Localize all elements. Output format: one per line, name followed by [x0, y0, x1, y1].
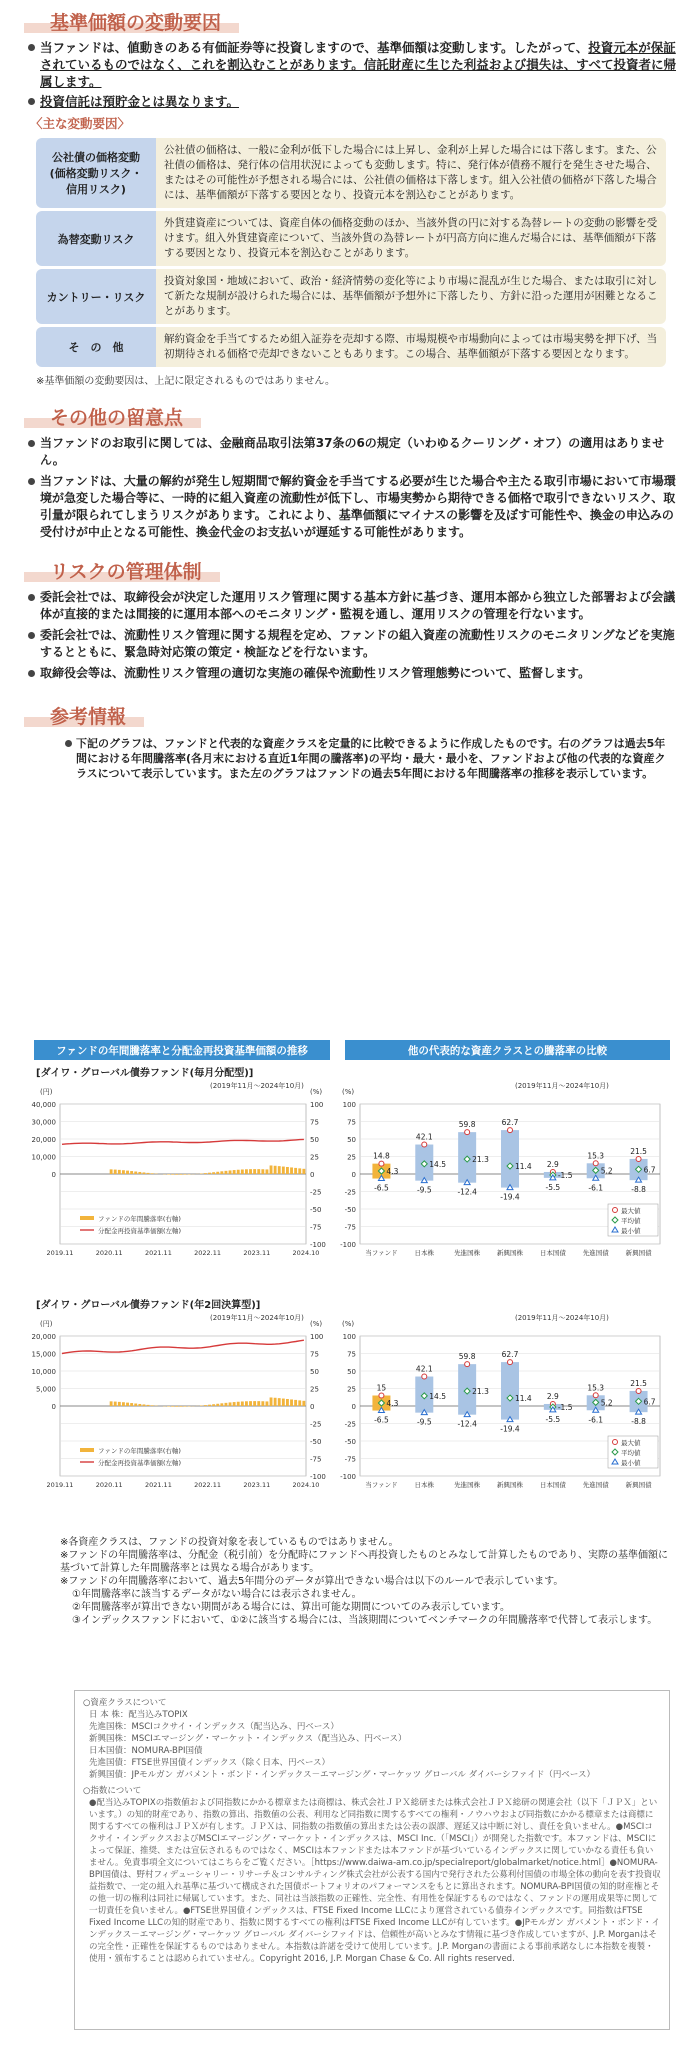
x-tick-label: 2019.11 — [47, 1249, 74, 1257]
note-4: ①年間騰落率に該当するデータがない場合には表示されません。 — [60, 1588, 670, 1601]
left-tick-label: 30,000 — [32, 1119, 57, 1127]
y-tick-label: 75 — [347, 1119, 356, 1127]
avg-label: 5.2 — [601, 1166, 613, 1175]
max-label: 42.1 — [416, 1133, 433, 1142]
min-label: -12.4 — [457, 1188, 477, 1197]
max-marker — [465, 1130, 470, 1135]
right-chart-period: (2019年11月～2024年10月) — [515, 1313, 609, 1322]
y-tick-label: 50 — [347, 1136, 356, 1144]
risk-row-fx: 為替変動リスク 外貨建資産については、資産自体の価格変動のほか、当該外貨の円に対する為替レートの変動の影響を受けます。組入外貨建資産について、当該外貨の為替レートが円高方向に進んだ場合には、基準価額が下落する要因となり、投資元本を割込むことがあります。 — [36, 211, 666, 266]
note-3: ※ファンドの年間騰落率において、過去5年間分のデータが算出できない場合は以下のルールで表示しています。 — [60, 1575, 670, 1588]
left-tick-label: 20,000 — [32, 1136, 57, 1144]
return-bar — [212, 1404, 215, 1406]
return-bar — [220, 1403, 223, 1406]
risk-row-bond: 公社債の価格変動 (価格変動リスク・ 信用リスク) 公社債の価格は、一般に金利が低下した場合には上昇し、金利が上昇した場合には下落します。また、公社債の価格は、発行体の信用状況によっても変動します。特に、発行体が債務不履行を発生させた場合、またはその可能性が予想される場合には、公社債の価格は下落します。組入公社債の価格が下落した場合には、基準価額が下落する要因となり、投資元本を割込むことがあります。 — [36, 138, 666, 208]
return-bar — [233, 1402, 236, 1406]
x-tick-label: 2020.11 — [96, 1481, 123, 1489]
return-bar — [208, 1173, 211, 1174]
y-tick-label: 25 — [347, 1154, 356, 1162]
return-bar — [134, 1404, 137, 1406]
min-label: -9.5 — [417, 1186, 432, 1195]
avg-label: 5.2 — [601, 1398, 613, 1407]
left-tick-label: 5,000 — [36, 1386, 56, 1394]
x-tick-label: 2023.11 — [243, 1249, 270, 1257]
category-label: 先進国株 — [454, 1248, 481, 1257]
section-title-volatility: 基準価額の変動要因 — [24, 6, 700, 36]
reference-intro: 下記のグラフは、ファンドと代表的な資産クラスを定量的に比較できるように作成したものです。右のグラフは過去5年間における年間騰落率(各月末における直近1年間の騰落率)の平均・最大・最小を、ファンドおよび他の代表的な資産クラスについて表示しています。また左のグラフはファンドの過去5年間における年間騰落率の推移を表示しています。 — [76, 736, 672, 781]
category-label: 先進国株 — [454, 1480, 481, 1489]
min-label: -5.5 — [546, 1183, 561, 1192]
right-tick-label: 75 — [310, 1119, 319, 1127]
return-bar — [294, 1168, 297, 1174]
y-tick-label: -50 — [345, 1206, 356, 1214]
max-label: 15.3 — [587, 1383, 604, 1392]
note-2: ※ファンドの年間騰落率は、分配金（税引前）を分配時にファンドへ再投資したものとみなして計算したものであり、実際の基準価額に基づいて計算した年間騰落率とは異なる場合があります。 — [60, 1549, 670, 1575]
nav-line — [62, 1340, 304, 1353]
right-tick-label: 75 — [310, 1351, 319, 1359]
return-bar — [241, 1169, 244, 1174]
max-label: 21.5 — [630, 1379, 647, 1388]
section-title-other: その他の留意点 — [24, 401, 700, 431]
return-bar — [302, 1169, 305, 1174]
legend-bar-swatch — [80, 1216, 94, 1220]
right-tick-label: 0 — [310, 1403, 314, 1411]
bullet-volatility-2: 投資信託は預貯金とは異なります。 — [40, 93, 682, 110]
return-bar — [212, 1172, 215, 1174]
right-axis-unit: (%) — [310, 1088, 322, 1096]
avg-label: 21.3 — [472, 1387, 489, 1396]
bullet-mgmt-2: 委託会社では、流動性リスク管理に関する規程を定め、ファンドの組入資産の流動性リスクのモニタリングなどを実施するとともに、緊急時対応策の策定・検証などを行ないます。 — [40, 627, 682, 661]
y-tick-label: 0 — [352, 1171, 356, 1179]
return-bar — [184, 1174, 187, 1175]
legend-max-label: 最大値 — [621, 1438, 641, 1447]
min-label: -9.5 — [417, 1418, 432, 1427]
return-bar — [138, 1172, 141, 1174]
min-label: -8.8 — [631, 1185, 646, 1194]
max-label: 62.7 — [502, 1350, 519, 1359]
min-label: -8.8 — [631, 1417, 646, 1426]
right-tick-label: -25 — [310, 1189, 321, 1197]
return-bar — [290, 1167, 293, 1174]
legend-bar-label: ファンドの年間騰落率(右軸) — [98, 1214, 181, 1223]
return-bar — [175, 1174, 178, 1175]
left-tick-label: 0 — [52, 1171, 56, 1179]
right-chart-unit: (%) — [342, 1320, 354, 1328]
note-1: ※各資産クラスは、ファンドの投資対象を表しているものではありません。 — [60, 1536, 670, 1549]
bullet-other-1: 当ファンドのお取引に関しては、金融商品取引法第37条の6の規定（いわゆるクーリング・オフ）の適用はありません。 — [40, 435, 682, 469]
return-bar — [143, 1172, 146, 1174]
return-bar — [249, 1401, 252, 1406]
right-tick-label: 50 — [310, 1368, 319, 1376]
return-bar — [110, 1169, 113, 1174]
return-bar — [237, 1170, 240, 1174]
y-tick-label: 25 — [347, 1386, 356, 1394]
risk-row-country: カントリー・リスク 投資対象国・地域において、政治・経済情勢の変化等により市場に混乱が生じた場合、または取引に対して新たな規制が設けられた場合には、基準価額が予想外に下落したり、方針に沿った運用が困難となることがあります。 — [36, 269, 666, 324]
left-chart-period: (2019年11月～2024年10月) — [210, 1081, 304, 1090]
left-tick-label: 15,000 — [32, 1351, 57, 1359]
legend-max-label: 最大値 — [621, 1206, 641, 1215]
bullet-volatility-1: 当ファンドは、値動きのある有価証券等に投資しますので、基準価額は変動します。したがって、投資元本が保証されているものではなく、これを割込むことがあります。信託財産に生じた利益および損失は、すべて投資者に帰属します。 — [40, 39, 682, 90]
y-tick-label: 100 — [343, 1333, 356, 1341]
return-bar — [138, 1404, 141, 1406]
return-bar — [298, 1400, 301, 1406]
right-tick-label: 25 — [310, 1386, 319, 1394]
return-bar — [179, 1406, 182, 1407]
bullet-mgmt-3: 取締役会等は、流動性リスク管理の適切な実施の確保や流動性リスク管理態勢について、監督します。 — [40, 665, 682, 682]
avg-label: 4.3 — [386, 1399, 398, 1408]
return-bar — [122, 1170, 125, 1174]
return-bar — [110, 1401, 113, 1406]
max-label: 14.8 — [373, 1152, 390, 1161]
min-label: -12.4 — [457, 1420, 477, 1429]
return-bar — [266, 1401, 269, 1406]
avg-label: 6.7 — [644, 1397, 656, 1406]
y-tick-label: 50 — [347, 1368, 356, 1376]
x-tick-label: 2022.11 — [194, 1481, 221, 1489]
return-bar — [225, 1403, 228, 1406]
y-tick-label: -50 — [345, 1438, 356, 1446]
return-bar — [208, 1405, 211, 1406]
return-bar — [225, 1171, 228, 1174]
return-bar — [245, 1169, 248, 1174]
max-marker — [465, 1362, 470, 1367]
y-tick-label: 0 — [352, 1403, 356, 1411]
right-tick-label: -100 — [310, 1473, 326, 1481]
avg-label: -1.5 — [558, 1403, 573, 1412]
y-tick-label: -75 — [345, 1224, 356, 1232]
return-bar — [175, 1406, 178, 1407]
max-marker — [636, 1156, 641, 1161]
min-label: -6.5 — [374, 1416, 389, 1425]
return-bar — [229, 1402, 232, 1406]
left-tick-label: 40,000 — [32, 1101, 57, 1109]
return-bar — [237, 1402, 240, 1406]
return-bar — [266, 1169, 269, 1174]
y-tick-label: -25 — [345, 1189, 356, 1197]
return-bar — [282, 1399, 285, 1406]
legend-min-label: 最小値 — [621, 1458, 641, 1467]
charts-svg — [0, 1064, 700, 1532]
return-bar — [257, 1169, 260, 1174]
min-label: -6.5 — [374, 1184, 389, 1193]
y-tick-label: 100 — [343, 1101, 356, 1109]
return-bar — [134, 1172, 137, 1174]
return-bar — [298, 1168, 301, 1174]
avg-label: 14.5 — [429, 1392, 446, 1401]
return-bar — [122, 1402, 125, 1406]
return-bar — [114, 1170, 117, 1174]
max-marker — [422, 1374, 427, 1379]
main-factors-heading: 〈主な変動要因〉 — [30, 114, 700, 132]
return-bar — [130, 1171, 133, 1174]
x-tick-label: 2019.11 — [47, 1481, 74, 1489]
avg-label: 4.3 — [386, 1167, 398, 1176]
max-marker — [379, 1161, 384, 1166]
return-bar — [278, 1398, 281, 1406]
y-tick-label: 75 — [347, 1351, 356, 1359]
legend-max-marker — [613, 1208, 618, 1213]
left-axis-unit: (円) — [40, 1320, 53, 1328]
risk-row-other: そ の 他 解約資金を手当てするため組入証券を売却する際、市場規模や市場動向によっては市場実勢を押下げ、当初期待される価格で売却できないこともあります。この場合、基準価額が下落する要因となります。 — [36, 327, 666, 367]
avg-label: 11.4 — [515, 1394, 532, 1403]
left-tick-label: 10,000 — [32, 1154, 57, 1162]
header-right-chart: 他の代表的な資産クラスとの騰落率の比較 — [345, 1040, 670, 1060]
page — [0, 6, 700, 2046]
right-tick-label: -50 — [310, 1206, 321, 1214]
risk-table — [36, 135, 666, 370]
return-bar — [130, 1403, 133, 1406]
right-tick-label: -50 — [310, 1438, 321, 1446]
right-chart-period: (2019年11月～2024年10月) — [515, 1081, 609, 1090]
avg-label: 14.5 — [429, 1160, 446, 1169]
header-left-chart: ファンドの年間騰落率と分配金再投資基準価額の推移 — [34, 1040, 330, 1060]
return-bar — [179, 1174, 182, 1175]
legend-line-label: 分配金再投資基準価額(左軸) — [98, 1226, 181, 1235]
return-bar — [261, 1401, 264, 1406]
note-6: ③インデックスファンドにおいて、①②に該当する場合には、当該期間についてベンチマークの年間騰落率で代替して表示します。 — [60, 1614, 670, 1627]
return-bar — [302, 1401, 305, 1406]
max-marker — [593, 1393, 598, 1398]
left-chart-period: (2019年11月～2024年10月) — [210, 1313, 304, 1322]
right-tick-label: 100 — [310, 1101, 323, 1109]
return-bar — [294, 1400, 297, 1406]
right-tick-label: 25 — [310, 1154, 319, 1162]
return-bar — [245, 1401, 248, 1406]
max-label: 15 — [377, 1384, 387, 1393]
max-label: 15.3 — [587, 1151, 604, 1160]
right-tick-label: -100 — [310, 1241, 326, 1249]
category-label: 日本株 — [415, 1480, 435, 1489]
return-bar — [118, 1170, 121, 1174]
return-bar — [151, 1405, 154, 1406]
left-tick-label: 0 — [52, 1403, 56, 1411]
right-chart-unit: (%) — [342, 1088, 354, 1096]
y-tick-label: -100 — [340, 1241, 356, 1249]
return-bar — [290, 1399, 293, 1406]
category-label: 新興国株 — [497, 1248, 524, 1257]
category-label: 先進国債 — [583, 1480, 610, 1489]
x-tick-label: 2024.10 — [293, 1481, 320, 1489]
category-label: 新興国株 — [497, 1480, 524, 1489]
return-bar — [241, 1401, 244, 1406]
min-label: -5.5 — [546, 1415, 561, 1424]
avg-label: -1.5 — [558, 1171, 573, 1180]
legend-avg-label: 平均値 — [621, 1448, 641, 1457]
max-marker — [422, 1142, 427, 1147]
legend-min-label: 最小値 — [621, 1226, 641, 1235]
max-marker — [508, 1360, 513, 1365]
return-bar — [204, 1405, 207, 1406]
x-tick-label: 2024.10 — [293, 1249, 320, 1257]
x-tick-label: 2021.11 — [145, 1249, 172, 1257]
return-bar — [126, 1171, 129, 1174]
return-bar — [220, 1171, 223, 1174]
return-bar — [253, 1401, 256, 1406]
min-label: -6.1 — [588, 1183, 603, 1192]
range-bar — [501, 1130, 519, 1187]
return-bar — [286, 1167, 289, 1174]
return-bar — [151, 1173, 154, 1174]
nav-line — [62, 1139, 304, 1144]
max-label: 62.7 — [502, 1118, 519, 1127]
return-bar — [216, 1172, 219, 1174]
return-bar — [167, 1174, 170, 1175]
bullet-other-2: 当ファンドは、大量の解約が発生し短期間で解約資金を手当てする必要が生じた場合や主たる取引市場において市場環境が急変した場合等に、一時的に組入資産の流動性が低下し、市場実勢から期待できる価格で取引できないリスク、取引量が限られてしまうリスクがあります。これにより、基準価額にマイナスの影響を及ぼす可能性や、換金の申込みの受付けが中止となる可能性、換金代金のお支払いが遅延する可能性があります。 — [40, 473, 682, 541]
legend-line-label: 分配金再投資基準価額(左軸) — [98, 1458, 181, 1467]
min-label: -6.1 — [588, 1415, 603, 1424]
min-label: -19.4 — [500, 1193, 520, 1202]
category-label: 新興国債 — [626, 1480, 653, 1489]
return-bar — [233, 1170, 236, 1174]
max-label: 59.8 — [459, 1352, 476, 1361]
max-marker — [593, 1161, 598, 1166]
right-tick-label: 100 — [310, 1333, 323, 1341]
left-chart-title: [ダイワ・グローバル債券ファンド(年2回決算型)] — [36, 1298, 260, 1311]
max-marker — [636, 1388, 641, 1393]
return-bar — [114, 1402, 117, 1406]
category-label: 当ファンド — [365, 1480, 397, 1489]
return-bar — [278, 1166, 281, 1174]
y-tick-label: -100 — [340, 1473, 356, 1481]
right-tick-label: -25 — [310, 1421, 321, 1429]
legend-max-marker — [613, 1440, 618, 1445]
section-title-risk-management: リスクの管理体制 — [24, 555, 700, 585]
note-5: ②年間騰落率が算出できない期間がある場合には、算出可能な期間についてのみ表示しています。 — [60, 1601, 670, 1614]
left-tick-label: 20,000 — [32, 1333, 57, 1341]
return-bar — [171, 1406, 174, 1407]
chart-notes — [60, 1536, 670, 1627]
return-bar — [216, 1404, 219, 1406]
y-tick-label: -25 — [345, 1421, 356, 1429]
return-bar — [167, 1406, 170, 1407]
index-info-box: ○資産クラスについて 日 本 株：配当込みTOPIX 先進国株：MSCIコクサイ・インデックス（配当込み、円ベース） 新興国株：MSCIエマージング・マーケット・インデックス（配当込み、円ベース） 日本国債：NOMURA-BPI国債 先進国債：FTSE世界国債インデックス（除く日本、円ベース） 新興国債：JPモルガン ガバメント・ボンド・インデックス－エマージング・マーケッツ グローバル ダイバーシファイド（円ベース） ○指数について ●配当込みTOPIXの指数値および同指数にかかる標章または商標は、株式会社ＪＰＸ総研または株式会社ＪＰＸ総研の関連会社（以下「ＪＰＸ」といいます。）の知的財産であり、指数の算出、指数値の公表、利用など同指数に関するすべての権利・ノウハウおよび同指数にかかる標章または商標に関するすべての権利はＪＰＸが有します。ＪＰＸは、同指数の指数値の算出または公表の誤謬、遅延又は中断に対し、責任を負いません。●MSCIコクサイ・インデックスおよびMSCIエマージング・マーケット・インデックスは、MSCI Inc.（「MSCI」）が開発した指数です。本ファンドは、MSCIによって保証、推奨、または宣伝されるものではなく、MSCIは本ファンドまたは本ファンドが基づいているインデックスに関していかなる責任も負いません。免責事項全文についてはこちらをご覧ください。［https://www.daiwa-am.co.jp/specialreport/globalmarket/notice.html］●NOMURA-BPI国債は、野村フィデューシャリー・リサーチ＆コンサルティング株式会社が公表する国内で発行された公募利付国債の市場全体の動向を表す投資収益指数で、一定の組入れ基準に基づいて構成された国債ポートフォリオのパフォーマンスをもとに算出されます。NOMURA-BPI国債の知的財産権とその他一切の権利は同社に帰属しています。また、同社は当該指数の正確性、完全性、有用性を保証するものではなく、ファンドの運用成果等に関して一切責任を負いません。●FTSE世界国債インデックスは、FTSE Fixed Income LLCにより運営されている債券インデックスです。同指数はFTSE Fixed Income LLCの知的財産であり、指数に関するすべての権利はFTSE Fixed Income LLCが有しています。●JPモルガン ガバメント・ボンド・インデックス－エマージング・マーケッツ グローバル ダイバーシファイドは、信頼性が高いとみなす情報に基づき作成していますが、J.P. Morganはその完全性・正確性を保証するものではありません。本指数は許諾を受けて使用しています。J.P. Morganの書面による事前承諾なしに本指数を複製・使用・頒布することは認められていません。Copyright 2016, J.P. Morgan Chase & Co. All rights reserved. — [74, 1690, 670, 2030]
return-bar — [270, 1397, 273, 1406]
bullet-mgmt-1: 委託会社では、取締役会が決定した運用リスク管理に関する基本方針に基づき、運用本部から独立した部署および会議体が直接的または間接的に運用本部へのモニタリング・監視を通し、運用リスクの管理を行ないます。 — [40, 589, 682, 623]
return-bar — [282, 1167, 285, 1174]
max-marker — [379, 1393, 384, 1398]
category-label: 当ファンド — [365, 1248, 397, 1257]
return-bar — [253, 1169, 256, 1174]
left-tick-label: 10,000 — [32, 1368, 57, 1376]
min-label: -19.4 — [500, 1425, 520, 1434]
avg-label: 6.7 — [644, 1165, 656, 1174]
return-bar — [126, 1403, 129, 1406]
section-title-reference: 参考情報 — [24, 700, 700, 730]
return-bar — [274, 1166, 277, 1174]
return-bar — [143, 1404, 146, 1406]
category-label: 日本国債 — [540, 1480, 567, 1489]
category-label: 日本国債 — [540, 1248, 567, 1257]
risk-note: ※基準価額の変動要因は、上記に限定されるものではありません。 — [36, 372, 700, 387]
right-tick-label: -75 — [310, 1224, 321, 1232]
max-label: 59.8 — [459, 1120, 476, 1129]
category-label: 先進国債 — [583, 1248, 610, 1257]
return-bar — [286, 1399, 289, 1406]
max-marker — [508, 1128, 513, 1133]
max-label: 21.5 — [630, 1147, 647, 1156]
y-tick-label: -75 — [345, 1456, 356, 1464]
legend-bar-swatch — [80, 1448, 94, 1452]
left-chart-title: [ダイワ・グローバル債券ファンド(毎月分配型)] — [36, 1066, 253, 1079]
range-bar — [501, 1362, 519, 1419]
max-label: 2.9 — [547, 1392, 559, 1401]
avg-label: 21.3 — [472, 1155, 489, 1164]
x-tick-label: 2023.11 — [243, 1481, 270, 1489]
right-tick-label: 50 — [310, 1136, 319, 1144]
return-bar — [171, 1174, 174, 1175]
return-bar — [257, 1401, 260, 1406]
return-bar — [270, 1165, 273, 1174]
right-tick-label: 0 — [310, 1171, 314, 1179]
legend-avg-label: 平均値 — [621, 1216, 641, 1225]
return-bar — [204, 1173, 207, 1174]
x-tick-label: 2020.11 — [96, 1249, 123, 1257]
max-label: 42.1 — [416, 1365, 433, 1374]
legend-bar-label: ファンドの年間騰落率(右軸) — [98, 1446, 181, 1455]
avg-label: 11.4 — [515, 1162, 532, 1171]
return-bar — [184, 1406, 187, 1407]
return-bar — [147, 1173, 150, 1174]
return-bar — [249, 1169, 252, 1174]
right-axis-unit: (%) — [310, 1320, 322, 1328]
category-label: 日本株 — [415, 1248, 435, 1257]
return-bar — [147, 1405, 150, 1406]
return-bar — [261, 1169, 264, 1174]
right-tick-label: -75 — [310, 1456, 321, 1464]
left-axis-unit: (円) — [40, 1088, 53, 1096]
return-bar — [229, 1170, 232, 1174]
x-tick-label: 2021.11 — [145, 1481, 172, 1489]
max-label: 2.9 — [547, 1160, 559, 1169]
category-label: 新興国債 — [626, 1248, 653, 1257]
x-tick-label: 2022.11 — [194, 1249, 221, 1257]
return-bar — [274, 1398, 277, 1406]
return-bar — [118, 1402, 121, 1406]
